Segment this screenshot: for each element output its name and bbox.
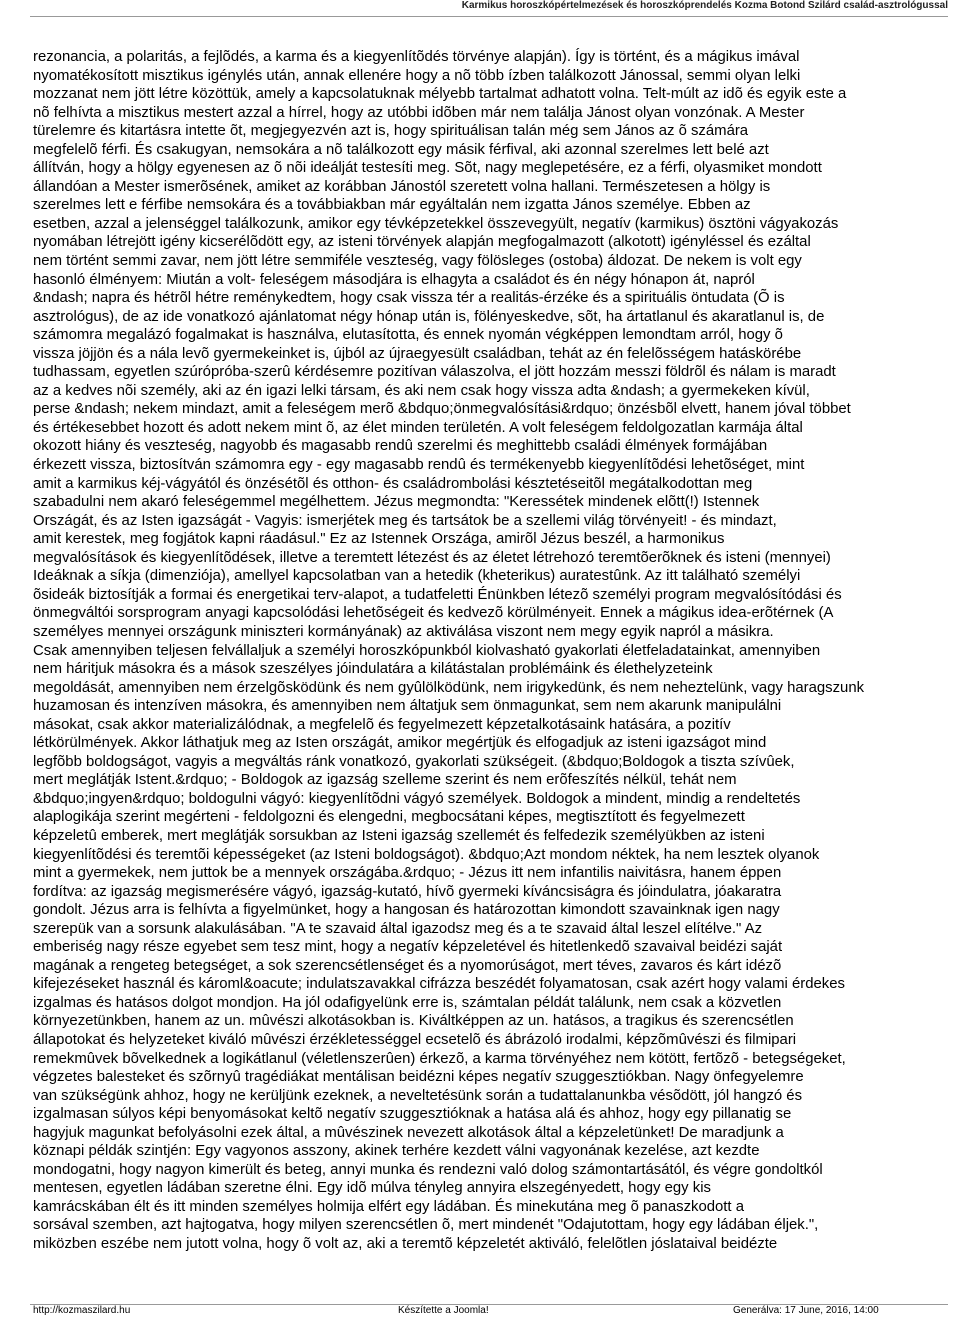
footer-generated-date: Generálva: 17 June, 2016, 14:00 bbox=[733, 1305, 879, 1316]
page-header-title: Karmikus horoszkópértelmezések és horoszkóprendelés Kozma Botond Szilárd család-asztrológussal bbox=[461, 0, 948, 11]
footer-site-url: http://kozmaszilard.hu bbox=[33, 1305, 131, 1316]
article-body-text: rezonancia, a polaritás, a fejlõdés, a karma és a kiegyenlítõdés törvénye alapján). Így is történt, és a mágikus imával nyomatékosított misztikus igénylés után, annak ellenére hogy a nõ több ízben találkozott Jánossal, semmi olyan lelki mozzanat nem jött létre közöttük, amely a kapcsolatuknak mélyebb tartalmat adhatott volna. Telt-múlt az idõ és egyik este a nõ felhívta a misztikus mestert azzal a hírrel, hogy az utóbbi idõben már nem találja Jánost olyan vonzónak. A Mester türelemre és kitartásra intette õt, megjegyezvén azt is, hogy spirituálisan talán még sem János az õ számára megfelelõ férfi. És csakugyan, nemsokára a nõ találkozott egy másik férfival, aki azonnal szerelmes lett belé azt állítván, hogy a hölgy egyenesen az õ nõi ideálját testesíti meg. Sõt, nagy meglepetésére, ez a férfi, olyasmiket mondott állandóan a Mester ismerõsének, amiket az korábban Jánostól szeretett volna hallani. Természetesen a hölgy is szerelmes lett e férfibe nemsokára és a továbbiakban már egyáltalán nem izgatta János személye. Ebben az esetben, azzal a jelenséggel találkozunk, amikor egy tévképzetekkel összevegyült, negatív (karmikus) ösztöni vágyakozás nyomában létrejött igény kicserélõdött egy, az isteni törvények alapján megfogalmazott (alkotott) igényléssel és ezáltal nem történt semmi zavar, nem jött létre semmiféle veszteség, vagy fölösleges (ostoba) áldozat. De nekem is volt egy hasonló élményem: Miután a volt- feleségem másodjára is elhagyta a családot és én négy hónapon át, napról &ndash; napra és hétrõl hétre reménykedtem, hogy csak vissza tér a realitás-érzéke és a spirituális öntudata (Õ is asztrológus), de az ide vonatkozó ajánlatomat négy hónap után is, fölényeskedve, sõt, ha ártatlanul és akaratlanul is, de számomra megalázó fogalmakat is használva, elutasította, és ennek nyomán végképpen lemondtam arról, hogy õ vissza jöjjön és a nála levõ gyermekeinket is, újból az újraegyesült családban, tehát az én felelõsségem hatáskörébe tudhassam, egyetlen szúrópróba-szerû kérdésemre pozitívan válaszolva, el jött hozzám messzi földrõl és nálam is maradt az a kedves nõi személy, aki az én igazi lelki társam, és aki nem csak hogy vissza adta &ndash; a gyermekeken kívül, perse &ndash; nekem mindazt, amit a feleségem merõ &bdquo;önmegvalósítási&rdquo; önzésbõl elvett, hanem jóval többet és értékesebbet hozott és adott nekem mint õ, az élet minden területén. A volt feleségem feldolgozatlan karmája által okozott hiány és veszteség, nagyobb és magasabb rendû szerelmi és meghittebb családi élmények formájában érkezett vissza, biztosítván számomra egy - egy magasabb rendû és termékenyebb kiegyenlítõdési lehetõséget, mint amit a karmikus kéj-vágyától és önzésétõl és otthon- és családrombolási késztetéseitõl megátalkodottan meg szabadulni nem akaró feleségemmel megélhettem. Jézus megmondta: "Keressétek mindenek elõtt(!) Istennek Országát, és az Isten igazságát - Vagyis: ismerjétek meg és tartsátok be a szellemi világ törvényeit! - és mindazt, amit kerestek, meg fogjátok kapni ráadásul." Ez az Istennek Országa, amirõl Jézus beszél, a harmonikus megvalósítások és kiegyenlítõdések, illetve a teremtett létezést és az életet létrehozó teremtõerõknek és isteni (mennyei) Ideáknak a síkja (dimenziója), amellyel kapcsolatban van a hetedik (kheterikus) auratestûnk. Az itt található személyi õsideák biztosítják a formai és energetikai terv-alapot, a tudatfeletti Énünkben létezõ személyi program megvalósítódási és önmegváltói sorsprogram anyagi kapcsolódási lehetõségeit és kedvezõ körülményeit. Ennek a mágikus idea-erõtérnek (A személyes mennyei országunk miniszteri kormányának) az aktiválása viszont nem megy egyik napról a másikra. Csak amennyiben teljesen felvállaljuk a személyi horoszkópunkból kiolvasható gyakorlati életfeladatainkat, amennyiben nem háritjuk másokra és a mások szeszélyes jóindulatára a kilátástalan problémáink és élethelyzeteink megoldását, amennyiben nem érzelgõsködünk és nem gyûlölködünk, nem irigykedünk, és nem neheztelünk, vagy haragszunk huzamosan és intenzíven másokra, és amennyiben nem áltatjuk sem önmagunkat, sem nem akarunk manipulálni másokat, csak akkor materializálódnak, a megfelelõ és fegyelmezett képzetalkotásaink hatására, a pozitív létkörülmények. Akkor láthatjuk meg az Isten országát, amikor megértjük és elfogadjuk az isteni igazságot mind legfõbb boldogságot, vagyis a megváltás ránk vonatkozó, gyakorlati szükségeit. (&bdquo;Boldogok a tiszta szívûek, mert meglátják Istent.&rdquo; - Boldogok az igazság szelleme szerint és nem erõfeszítés nélkül, tehát nem &bdquo;ingyen&rdquo; boldogulni vágyó: kiegyenlítõdni vágyó személyek. Boldogok a mindent, mindig a rendeltetés alaplogikája szerint megérteni - feldolgozni és elengedni, megbocsátani képes, megtisztított és fegyelmezett képzeletû emberek, mert meglátják sorsukban az Isteni igazság szellemét és felfedezik személyükben az isteni kiegyenlítõdési és teremtõi képességeket (az Isteni boldogságot). &bdquo;Azt mondom néktek, ha nem lesztek olyanok mint a gyermekek, nem juttok be a mennyek országába.&rdquo; - Jézus itt nem infantilis naivitásra, hanem éppen fordítva: az igazság megismerésére vágyó, igazság-kutató, hívõ gyermeki kíváncsiságra és jóindulatra, jóakaratra gondolt. Jézus arra is felhívta a figyelmünket, hogy a hangosan és határozottan kimondott szavainknak igen nagy szerepük van a sorsunk alakulásában. "A te szavaid által igazodsz meg és a te szavaid által leszel elítélve." Az emberiség nagy része egyebet sem tesz mint, hogy a negatív képzeletével és hitetlenkedõ szavaival beidézi saját magának a rengeteg betegséget, a sok szerencsétlenséget és a nyomorúságot, mert téves, zavaros és kárt idézõ kifejezéseket használ és károml&oacute; indulatszavakkal cifrázza beszédét folyamatosan, csak azért hogy valami érdekes izgalmas és hatásos dolgot mondjon. Ha jól odafigyelünk erre is, számtalan példát találunk, nem csak a közvetlen környezetünkben, hanem az un. mûvészi alkotásokban is. Kiváltképpen az un. hatásos, a tragikus és szerencsétlen állapotokat és helyzeteket kiváló mûvészi érzékletességgel ecsetelõ és ábrázoló irodalmi, képzõmûvészi és filmipari remekmûvek bõvelkednek a logikátlanul (véletlenszerûen) érkezõ, a karma törvényéhez nem kötött, fertõzõ - betegségeket, végzetes balesteket és szõrnyû tragédiákat mentálisan beidézni képes negatív szuggesztiókban. Nagy önfegyelemre van szükségünk ahhoz, hogy ne kerüljünk ezeknek, a neveltetésünk során a tudattalanunkba vésõdött, jól hangzó és izgalmasan súlyos képi benyomásokat keltõ negatív szuggesztióknak a hatása alá és ahhoz, hogy egy pillanatig se hagyjuk magunkat befolyásolni ezek által, a mûvészinek nevezett alkotások által a képzeletünket! De maradjunk a köznapi példák szintjén: Egy vagyonos asszony, akinek terhére kezdett válni vagyonának kezelése, azt kezdte mondogatni, hogy nagyon kimerült és beteg, annyi munka és rendezni való dolog számontartásától, és végre gondoltkól mentesen, egyetlen ládában szeretne élni. Egy idõ múlva tényleg annyira elszegényedett, hogy egy kis kamrácskában élt és itt minden személyes holmija elfért egy ládában. És minekutána meg õ panaszkodott a sorsával szemben, azt hajtogatva, hogy milyen szerencsétlen õ, mert mindenét "Odajutottam, hogy egy ládában éljek.", miközben eszébe nem jutott volna, hogy õ volt az, aki a teremtõ képzeletét aktiváló, felelõtlen jóslataival beidézte bbox=[33, 49, 865, 1252]
footer-credit: Készítette a Joomla! bbox=[398, 1305, 489, 1316]
header-divider bbox=[30, 16, 948, 17]
